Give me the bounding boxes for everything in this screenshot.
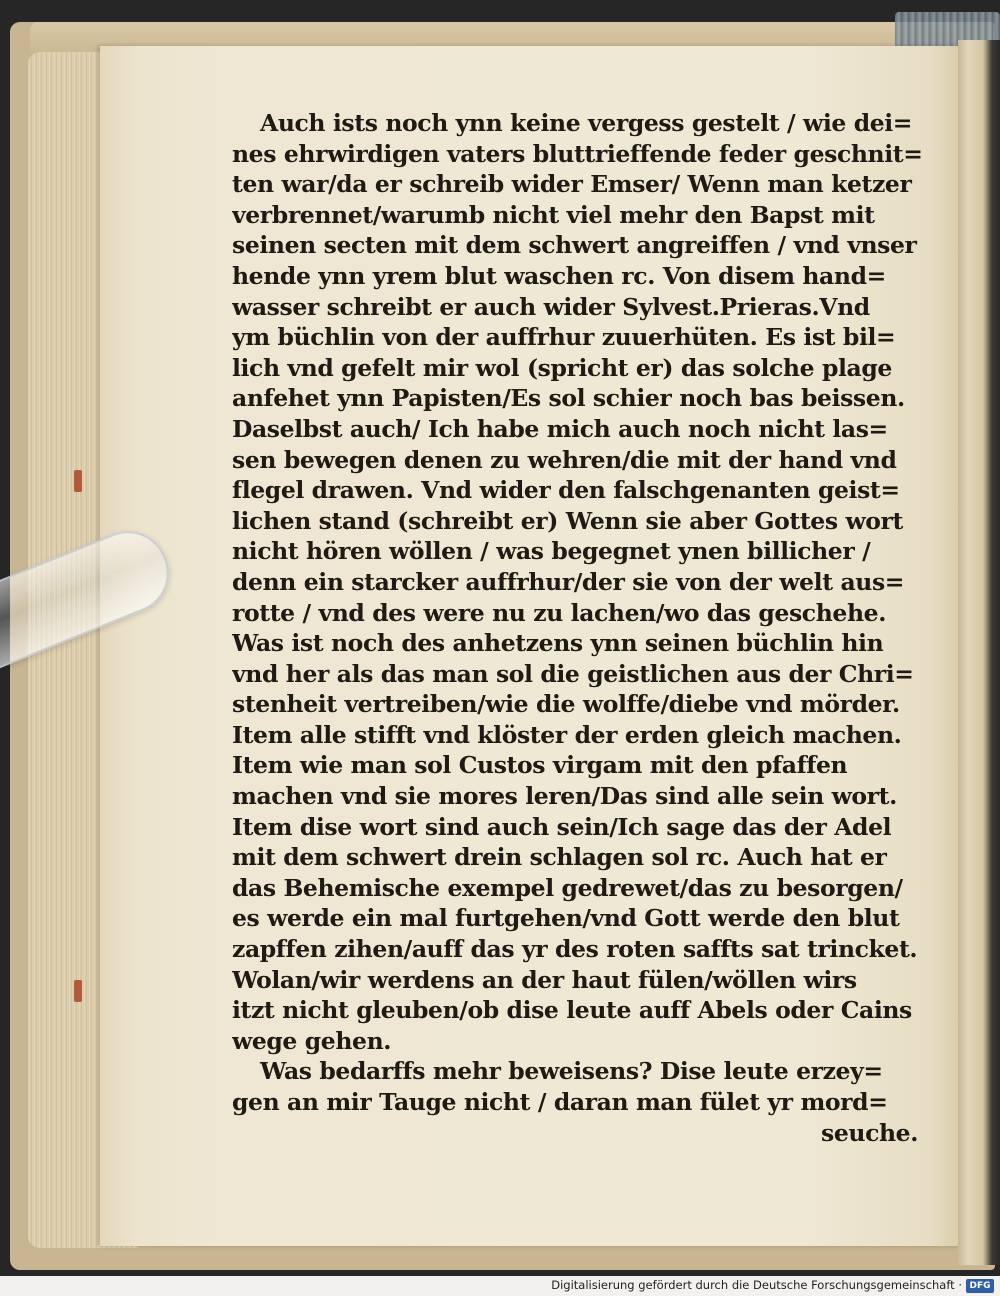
text-line: sen bewegen denen zu wehren/die mit der hand vnd — [232, 445, 897, 474]
dfg-logo-icon: DFG — [966, 1279, 994, 1293]
footer-bar — [0, 1276, 1000, 1296]
text-line: Daselbst auch/ Ich habe mich auch noch nicht las= — [232, 414, 888, 443]
text-line: anfehet ynn Papisten/Es sol schier noch bas beissen. — [232, 384, 905, 413]
text-line: wege gehen. — [232, 1026, 392, 1055]
page-marker — [74, 980, 82, 1002]
text-line: es werde ein mal furtgehen/vnd Gott werde den blut — [232, 904, 900, 933]
text-line: lich vnd gefelt mir wol (spricht er) das solche plage — [232, 353, 892, 382]
page-marker — [74, 470, 82, 492]
text-line: rotte / vnd des were nu zu lachen/wo das geschehe. — [232, 598, 886, 627]
text-line: lichen stand (schreibt er) Wenn sie aber Gottes wort — [232, 506, 903, 535]
text-line: mit dem schwert drein schlagen sol rc. Auch hat er — [232, 843, 887, 872]
text-line: nicht hören wöllen / was begegnet ynen billicher / — [232, 537, 871, 566]
text-line: ten war/da er schreib wider Emser/ Wenn man ketzer — [232, 170, 912, 199]
text-line: machen vnd sie mores leren/Das sind alle sein wort. — [232, 782, 897, 811]
page-text — [232, 108, 932, 1148]
text-line: itzt nicht gleuben/ob dise leute auff Abels oder Cains — [232, 996, 912, 1025]
text-line: nes ehrwirdigen vaters bluttrieffende feder geschnit= — [232, 139, 923, 168]
text-line: stenheit vertreiben/wie die wolffe/diebe vnd mörder. — [232, 690, 900, 719]
text-line: ym büchlin von der auffrhur zuuerhüten. Es ist bil= — [232, 323, 896, 352]
text-line: das Behemische exempel gedrewet/das zu besorgen/ — [232, 873, 903, 902]
text-line: hende ynn yrem blut waschen rc. Von disem hand= — [232, 261, 886, 290]
text-line: seinen secten mit dem schwert angreiffen / vnd vnser — [232, 231, 917, 260]
funding-credit: Digitalisierung gefördert durch die Deutsche Forschungsgemeinschaft · — [551, 1278, 962, 1292]
text-line: Item dise wort sind auch sein/Ich sage das der Adel — [232, 812, 892, 841]
text-line: vnd her als das man sol die geistlichen aus der Chri= — [232, 659, 914, 688]
text-line: Item alle stifft vnd klöster der erden gleich machen. — [232, 720, 902, 749]
text-line: seuche. — [821, 1118, 918, 1147]
text-line: denn ein starcker auffrhur/der sie von der welt aus= — [232, 567, 905, 596]
book-gutter — [958, 40, 1000, 1265]
text-line: wasser schreibt er auch wider Sylvest.Prieras.Vnd — [232, 292, 870, 321]
text-line: zapffen zihen/auff das yr des roten saffts sat trincket. — [232, 935, 918, 964]
text-line: Was ist noch des anhetzens ynn seinen büchlin hin — [232, 629, 884, 658]
text-line: Item wie man sol Custos virgam mit den pfaffen — [232, 751, 848, 780]
text-line: flegel drawen. Vnd wider den falschgenanten geist= — [232, 476, 900, 505]
text-line: Auch ists noch ynn keine vergess gestelt / wie dei= — [260, 109, 913, 137]
text-line: gen an mir Tauge nicht / daran man fület yr mord= — [232, 1088, 888, 1116]
text-line: Was bedarffs mehr beweisens? Dise leute erzey= — [260, 1057, 883, 1086]
text-line: verbrennet/warumb nicht viel mehr den Bapst mit — [232, 200, 875, 229]
text-line: Wolan/wir werdens an der haut fülen/wöllen wirs — [232, 965, 857, 994]
